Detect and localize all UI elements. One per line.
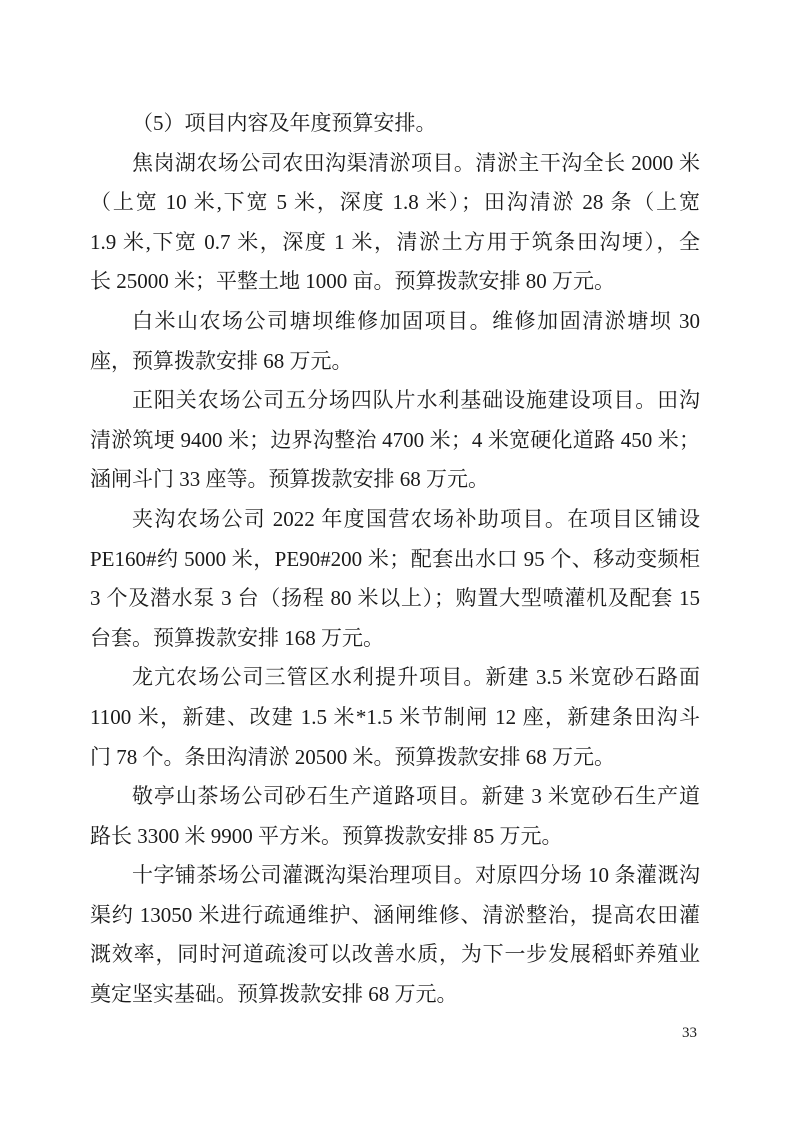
paragraph-line: 正阳关农场公司五分场四队片水利基础设施建设项目。田沟 [132,388,700,413]
paragraph-line: 长 25000 米；平整土地 1000 亩。预算拨款安排 80 万元。 [90,269,615,294]
paragraph-line: 3 个及潜水泵 3 台（扬程 80 米以上）；购置大型喷灌机及配套 15 [90,586,700,611]
paragraph-line: 涵闸斗门 33 座等。预算拨款安排 68 万元。 [90,467,489,492]
section-heading: （5）项目内容及年度预算安排。 [132,111,437,135]
paragraph-line: 敬亭山茶场公司砂石生产道路项目。新建 3 米宽砂石生产道 [132,784,700,809]
paragraph [90,302,700,381]
paragraph-line: 门 78 个。条田沟清淤 20500 米。预算拨款安排 68 万元。 [90,744,615,769]
paragraph [90,856,700,1014]
paragraph-line: （上宽 10 米,下宽 5 米，深度 1.8 米）；田沟清淤 28 条（上宽 [90,190,700,215]
paragraph-line: 溉效率，同时河道疏浚可以改善水质，为下一步发展稻虾养殖业 [90,942,700,967]
paragraph [90,381,700,500]
paragraph [90,658,700,777]
paragraph [90,500,700,658]
paragraph-line: PE160#约 5000 米，PE90#200 米；配套出水口 95 个、移动变频柜 [90,546,700,571]
document-body [90,104,700,1015]
paragraph-line: 奠定坚实基础。预算拨款安排 68 万元。 [90,982,458,1007]
paragraph-line: 白米山农场公司塘坝维修加固项目。维修加固清淤塘坝 30 [132,308,700,333]
paragraph-line: 渠约 13050 米进行疏通维护、涵闸维修、清淤整治，提高农田灌 [90,902,700,927]
paragraph-line: 夹沟农场公司 2022 年度国营农场补助项目。在项目区铺设 [132,506,700,531]
paragraph-line: 台套。预算拨款安排 168 万元。 [90,625,384,650]
paragraph-line: 十字铺茶场公司灌溉沟渠治理项目。对原四分场 10 条灌溉沟 [132,863,700,888]
paragraph-line: 焦岗湖农场公司农田沟渠清淤项目。清淤主干沟全长 2000 米 [132,150,700,175]
paragraph-line: 路长 3300 米 9900 平方米。预算拨款安排 85 万元。 [90,823,563,848]
paragraph [90,144,700,302]
paragraph-line: 座，预算拨款安排 68 万元。 [90,348,353,373]
page-number: 33 [682,1025,697,1041]
paragraph [90,777,700,856]
paragraph-line: 龙亢农场公司三管区水利提升项目。新建 3.5 米宽砂石路面 [132,665,700,690]
paragraph-line: 1.9 米,下宽 0.7 米，深度 1 米，清淤土方用于筑条田沟埂），全 [90,229,700,254]
paragraph-line: 1100 米，新建、改建 1.5 米*1.5 米节制闸 12 座，新建条田沟斗 [90,704,700,729]
paragraph-line: 清淤筑埂 9400 米；边界沟整治 4700 米；4 米宽硬化道路 450 米； [90,427,700,452]
